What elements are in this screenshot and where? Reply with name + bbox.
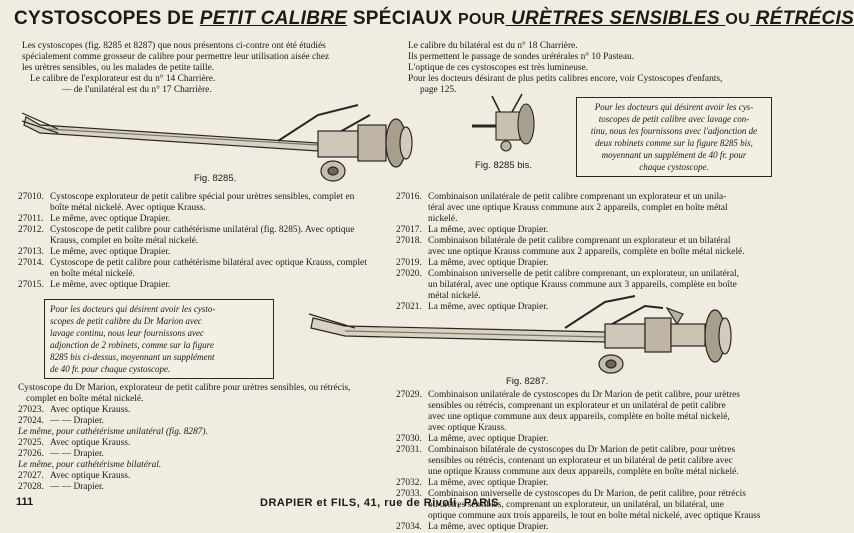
cystoscope-8287-illustration — [305, 288, 765, 380]
cystoscope-8285-illustration — [18, 85, 458, 185]
item-27015: 27015. Le même, avec optique Drapier. — [18, 280, 171, 290]
item-27030: 27030. La même, avec optique Drapier. — [396, 434, 549, 444]
item-27029: 27029. Combinaison unilatérale de cystoscopes du Dr Marion de petit calibre, pour urètres — [396, 390, 740, 400]
lavage-note-box-2: Pour les docteurs qui désirent avoir les cysto- scopes de petit calibre du Dr Marion avec lavage continu, nous leur fournissons avec adjonction de 2 robinets, comme sur la figure 8285 bis ci-dessus, moyennant un supplément de 40 fr. pour chaque cystoscope. — [44, 299, 274, 379]
lavage-note-box-1: Pour les docteurs qui désirent avoir les cys- toscopes de petit calibre avec lavage con- tinu, nous les fournissons avec l'adjonction de deux robinets comme sur la figure 8285 bis, moyennant un supplément de 40 fr. pour chaque cystoscope. — [576, 97, 772, 177]
item-27020: 27020. Combinaison universelle de petit calibre comprenant, un explorateur, un unilatéral, — [396, 269, 739, 279]
intro-left: Les cystoscopes (fig. 8285 et 8287) que nous présentons ci-contre ont été étudiés spécialement comme grosseur de calibre pour permettre leur utilisation aisée chez les urètres sensibles, ou les malades de petite taille. Le calibre de l'explorateur est du n° 14 Charrière. — de l'unilatéral est du n° 17 Charrière. — [22, 41, 330, 95]
item-27027: 27027. Avec optique Krauss. — [18, 471, 131, 481]
fig-8285-caption: Fig. 8285. — [194, 173, 237, 184]
item-27024: 27024. — — Drapier. — [18, 416, 104, 426]
page-title: CYSTOSCOPES DE PETIT CALIBRE SPÉCIAUX POUR URÈTRES SENSIBLES OU RÉTRÉCIS — [14, 8, 854, 29]
item-27019: 27019. La même, avec optique Drapier. — [396, 258, 549, 268]
page-number: 111 — [16, 496, 34, 508]
item-27026: 27026. — — Drapier. — [18, 449, 104, 459]
publisher-footer: DRAPIER et FILS, 41, rue de Rivoli, PARIS — [260, 497, 500, 509]
item-list-left: 27010. Cystoscope explorateur de petit calibre spécial pour urètres sensibles, complet en boîte métal nickelé. Avec optique Krauss. 27011. Le même, avec optique Drapier. 27012. Cystoscope de petit calibre pour cathétérisme unilatéral (fig. 8285). Avec optique Krauss, complet en boîte métal nickelé. 27013. Le même, avec optique Drapier. 27014. Cystoscope de petit calibre pour cathétérisme bilatéral avec optique Krauss, complet en boîte métal nickelé. 27015. Le même, avec optique Drapier. — [18, 192, 367, 290]
item-27032: 27032. La même, avec optique Drapier. — [396, 478, 549, 488]
item-27033: 27033. Combinaison universelle de cystoscopes du Dr Marion, de petit calibre, pour rétrécis — [396, 489, 746, 499]
item-27021: 27021. La même, avec optique Drapier. — [396, 302, 549, 312]
item-27031: 27031. Combinaison bilatérale de cystoscopes du Dr Marion de petit calibre, pour urètres — [396, 445, 736, 455]
item-27023: 27023. Avec optique Krauss. — [18, 405, 131, 415]
item-27011: 27011. Le même, avec optique Drapier. — [18, 214, 171, 224]
item-27016: 27016. Combinaison unilatérale de petit calibre comprenant un explorateur et un unila- — [396, 192, 727, 202]
item-27018: 27018. Combinaison bilatérale de petit calibre comprenant un explorateur et un bilatéral — [396, 236, 731, 246]
item-27013: 27013. Le même, avec optique Drapier. — [18, 247, 171, 257]
item-27034: 27034. La même, avec optique Drapier. — [396, 522, 549, 532]
item-27014: 27014. Cystoscope de petit calibre pour cathétérisme bilatéral avec optique Krauss, complet — [18, 258, 367, 268]
item-list-right: 27016. Combinaison unilatérale de petit calibre comprenant un explorateur et un unila- téral avec une optique Krauss commune aux 2 appareils, complet en boîte métal nickelé. 27017. La même, avec optique Drapier. 27018. Combinaison bilatérale de petit calibre comprenant un explorateur et un bilatéral avec une optique Krauss commune aux 2 appareils, complète en boîte métal nickelé. 27019. La même, avec optique Drapier. 27020. Combinaison universelle de petit calibre comprenant, un explorateur, un unilatéral, un bilatéral, avec une optique Krauss commune aux 3 appareils, complète en boîte métal nickelé. 27021. La même, avec optique Drapier. — [396, 192, 745, 312]
item-27017: 27017. La même, avec optique Drapier. — [396, 225, 549, 235]
item-27010: 27010. Cystoscope explorateur de petit calibre spécial pour urètres sensibles, complet en — [18, 192, 355, 202]
item-27028: 27028. — — Drapier. — [18, 482, 104, 492]
intro-right: Le calibre du bilatéral est du n° 18 Charrière. Ils permettent le passage de sondes urétérales n° 10 Pasteau. L'optique de ces cystoscopes est très lumineuse. Pour les docteurs désirant de plus petits calibres encore, voir Cystoscopes d'enfants, page 125. — [408, 41, 723, 95]
cystoscope-8285-bis-illustration — [470, 88, 550, 156]
item-27025: 27025. Avec optique Krauss. — [18, 438, 131, 448]
item-list-right-bottom: 27029. Combinaison unilatérale de cystoscopes du Dr Marion de petit calibre, pour urètres sensibles ou rétrécis, comprenant un explorateur et un unilatéral de petit calibre avec une optique commune aux deux appareils, complète en boîte métal nickelé, avec optique Krauss. 27030. La même, avec optique Drapier. 27031. Combinaison bilatérale de cystoscopes du Dr Marion de petit calibre, pour urètres sensibles ou rétrécis, contenant un explorateur et un bilatéral de petit calibre avec une optique Krauss commune aux deux appareils, complète en boîte métal nickelé. 27032. La même, avec optique Drapier. 27033. Combinaison universelle de cystoscopes du Dr Marion, de petit calibre, pour rétrécis ou urètres sensibles, comprenant un explorateur, un unilatéral, un bilatéral, une optique commune aux trois appareils, le tout en boîte métal nickelé, avec optique Krauss 27034. La même, avec optique Drapier. — [396, 390, 761, 532]
marion-item-list: Cystoscope du Dr Marion, explorateur de petit calibre pour urètres sensibles, ou rétrécis, complet en boîte métal nickelé. 27023. Avec optique Krauss. 27024. — — Drapier. Le même, pour cathétérisme unilatéral (fig. 8287). 27025. Avec optique Krauss. 27026. — — Drapier. Le même, pour cathétérisme bilatéral. 27027. Avec optique Krauss. 27028. — — Drapier. — [18, 383, 351, 492]
fig-8285-bis-caption: Fig. 8285 bis. — [475, 160, 533, 171]
item-27012: 27012. Cystoscope de petit calibre pour cathétérisme unilatéral (fig. 8285). Avec optique — [18, 225, 355, 235]
fig-8287-caption: Fig. 8287. — [506, 376, 549, 387]
